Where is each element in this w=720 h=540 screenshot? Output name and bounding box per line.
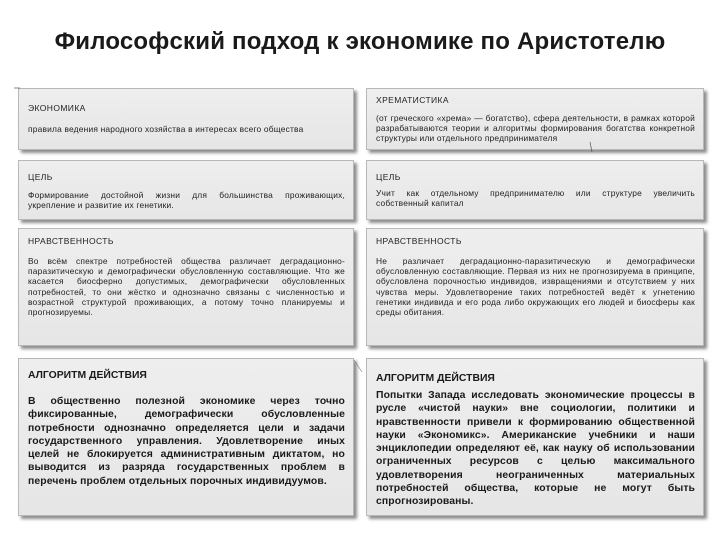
chrematistics-goal-text: Учит как отдельному предпринимателю или структуре увеличить собственный капитал	[376, 188, 695, 209]
economy-goal-panel	[18, 160, 354, 220]
chrematistics-algorithm-panel	[366, 358, 704, 516]
economy-heading: ЭКОНОМИКА	[28, 103, 86, 113]
connector-line	[354, 360, 362, 372]
economy-morality-text: Во всём спектре потребностей общества различает деградационно-паразитическую и демографически обусловленную составляющие. Что же касается биосферно допустимых, демографически обусловленных потребностей, то они жёстко и однозначно связаны с численностью и возрастной структурой проживающих, а потому точно планируемы и прогнозируемы.	[28, 256, 345, 318]
chrematistics-morality-text: Не различает деградационно-паразитическую и демографически обусловленную составляющие. Первая из них не прогнозируема в принципе, обусловлена порочностью индивидов, извращениями и отсутствием у них чувства меры. Удовлетворение таких потребностей ведёт к угнетению генетики индивида и его рода либо окружающих его людей и биосферы как среды обитания.	[376, 256, 695, 318]
economy-algorithm-text: В общественно полезной экономике через точно фиксированные, демографически обусловленные потребности однозначно определяется цели и задачи государственного управления. Удовлетворение иных целей не блокируется административным диктатом, но выводится из разряда государственных проблем в перечень проблем отдельных порочных индивидуумов.	[28, 396, 345, 487]
economy-morality-panel	[18, 228, 354, 346]
page-title: Философский подход к экономике по Аристотелю	[54, 28, 666, 55]
economy-algorithm-heading: АЛГОРИТМ ДЕЙСТВИЯ	[28, 370, 147, 381]
economy-goal-heading: ЦЕЛЬ	[28, 172, 53, 182]
chrematistics-goal-panel	[366, 160, 704, 220]
chrematistics-morality-panel	[366, 228, 704, 346]
chrematistics-algorithm-text: Попытки Запада исследовать экономические процессы в русле «чистой науки» вне социологии, политики и нравственности привели к формированию общественной науки «Экономикс». Американские учебники и наши энциклопедии определяют её, как науку об использовании ограниченных ресурсов с целью максимального удовлетворения неограниченных материальных потребностей общества, которые не могут быть спрогнозированы.	[376, 390, 695, 508]
economy-panel	[18, 88, 354, 150]
economy-morality-heading: НРАВСТВЕННОСТЬ	[28, 236, 114, 246]
chrematistics-heading: ХРЕМАТИСТИКА	[376, 95, 449, 105]
economy-text: правила ведения народного хозяйства в интересах всего общества	[28, 124, 304, 134]
chrematistics-morality-heading: НРАВСТВЕННОСТЬ	[376, 236, 462, 246]
chrematistics-text: (от греческого «хрема» — богатство), сфера деятельности, в рамках которой разрабатываются теории и алгоритмы формирования богатства конкретной структуры или отдельного предпринимателя	[376, 113, 695, 144]
chrematistics-panel	[366, 88, 704, 150]
chrematistics-goal-heading: ЦЕЛЬ	[376, 172, 401, 182]
economy-algorithm-panel	[18, 358, 354, 516]
chrematistics-algorithm-heading: АЛГОРИТМ ДЕЙСТВИЯ	[376, 373, 495, 384]
economy-goal-text: Формирование достойной жизни для большинства проживающих, укрепление и развитие их генетики.	[28, 190, 345, 211]
